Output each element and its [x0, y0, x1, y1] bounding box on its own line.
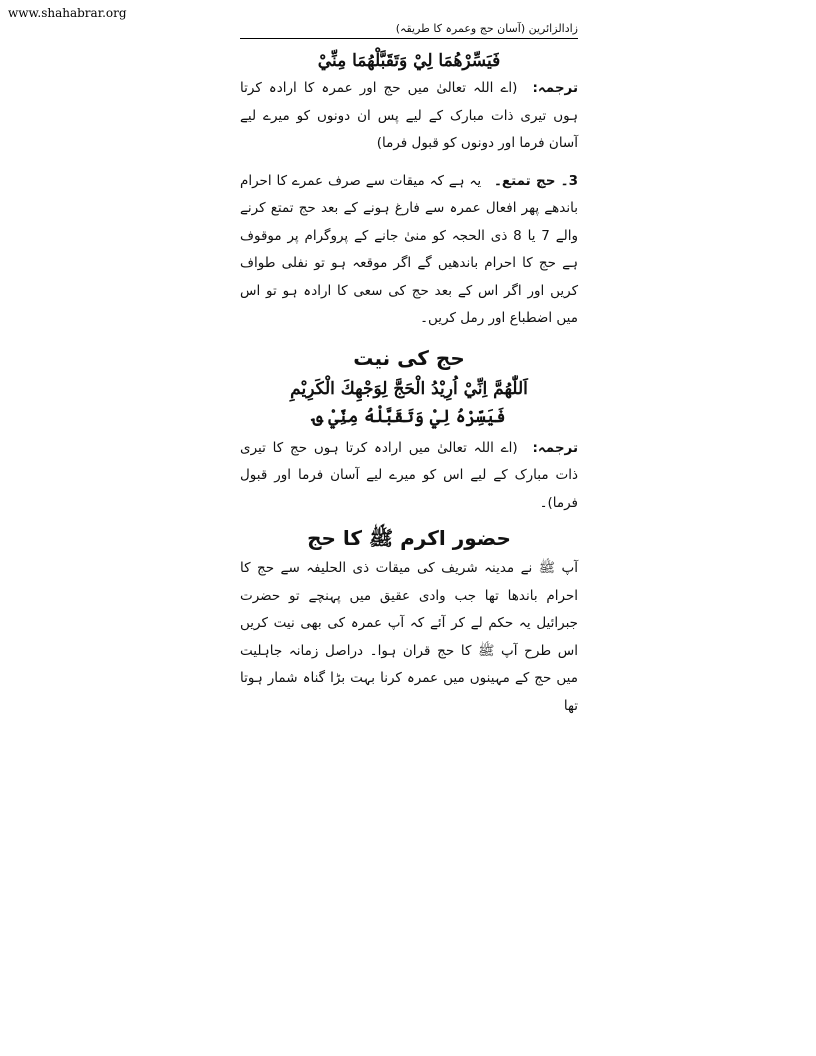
tamattu-paragraph [240, 168, 578, 333]
arabic-dua-hajj-line2: فَيَسِّرْهُ لِيْ وَتَقَبَّلْهُ مِنِّيْ ؈ [312, 406, 506, 427]
book-page [240, 22, 578, 720]
site-url: www.shahabrar.org [8, 6, 127, 20]
translation-label: ترجمہ: [532, 439, 579, 456]
translation-text: (اے اللہ تعالیٰ میں ارادہ کرتا ہوں حج کا تیری ذات مبارک کے لیے اس کو میرے لیے آسان فرما اور قبول فرما)۔ [240, 439, 578, 511]
prophet-hajj-paragraph: آپ ﷺ نے مدینہ شریف کی میقات ذی الحلیفہ سے حج کا احرام باندھا تھا جب وادی عقیق میں پہنچے تو حضرت جبرائیل یہ حکم لے کر آئے کہ آپ عمرہ کی بھی نیت کریں اس طرح آپ ﷺ کا حج قران ہوا۔ دراصل زمانہ جاہلیت میں حج کے مہینوں میں عمرہ کرنا بہت بڑا گناہ شمار ہوتا تھا [240, 560, 578, 714]
translation-paragraph-1 [240, 75, 578, 158]
heading-prophet-hajj: حضور اکرم ﷺ کا حج [307, 526, 511, 550]
translation-text: (اے اللہ تعالیٰ میں حج اور عمرہ کا ارادہ کرتا ہوں تیری ذات مبارک کے لیے پس ان دونوں کو میرے لیے آسان فرما اور دونوں کو قبول فرما) [240, 80, 578, 151]
arabic-dua-hajj-line1: اَللّٰهُمَّ اِنِّيْ اُرِيْدُ الْحَجَّ لِوَجْهِكَ الْكَرِيْمِ [290, 378, 528, 399]
translation-paragraph-2 [240, 435, 578, 518]
tamattu-label: 3۔ حج تمتع۔ [493, 172, 578, 189]
tamattu-text: یہ ہے کہ میقات سے صرف عمرے کا احرام باندھے پھر افعال عمرہ سے فارغ ہونے کے بعد حج تمتع کرنے والے 7 یا 8 ذی الحجہ کو منیٰ جانے کے پروگرام پر موقوف ہے حج کا احرام باندھیں گے اگر موقعہ ہو تو نفلی طواف کریں اور اگر اس کے بعد حج کی سعی کا ارادہ ہو تو اس میں اضطباع اور رمل کریں۔ [240, 172, 579, 326]
translation-label: ترجمہ: [532, 80, 579, 96]
running-header: زادالزائرین (آسان حج وعمرہ کا طریقہ) [240, 22, 578, 39]
arabic-dua-umrah-hajj: فَيَسِّرْهُمَا لِيْ وَتَقَبَّلْهُمَا مِنِّيْ [317, 51, 501, 71]
heading-hajj-niyyat: حج کی نیت [353, 345, 465, 370]
